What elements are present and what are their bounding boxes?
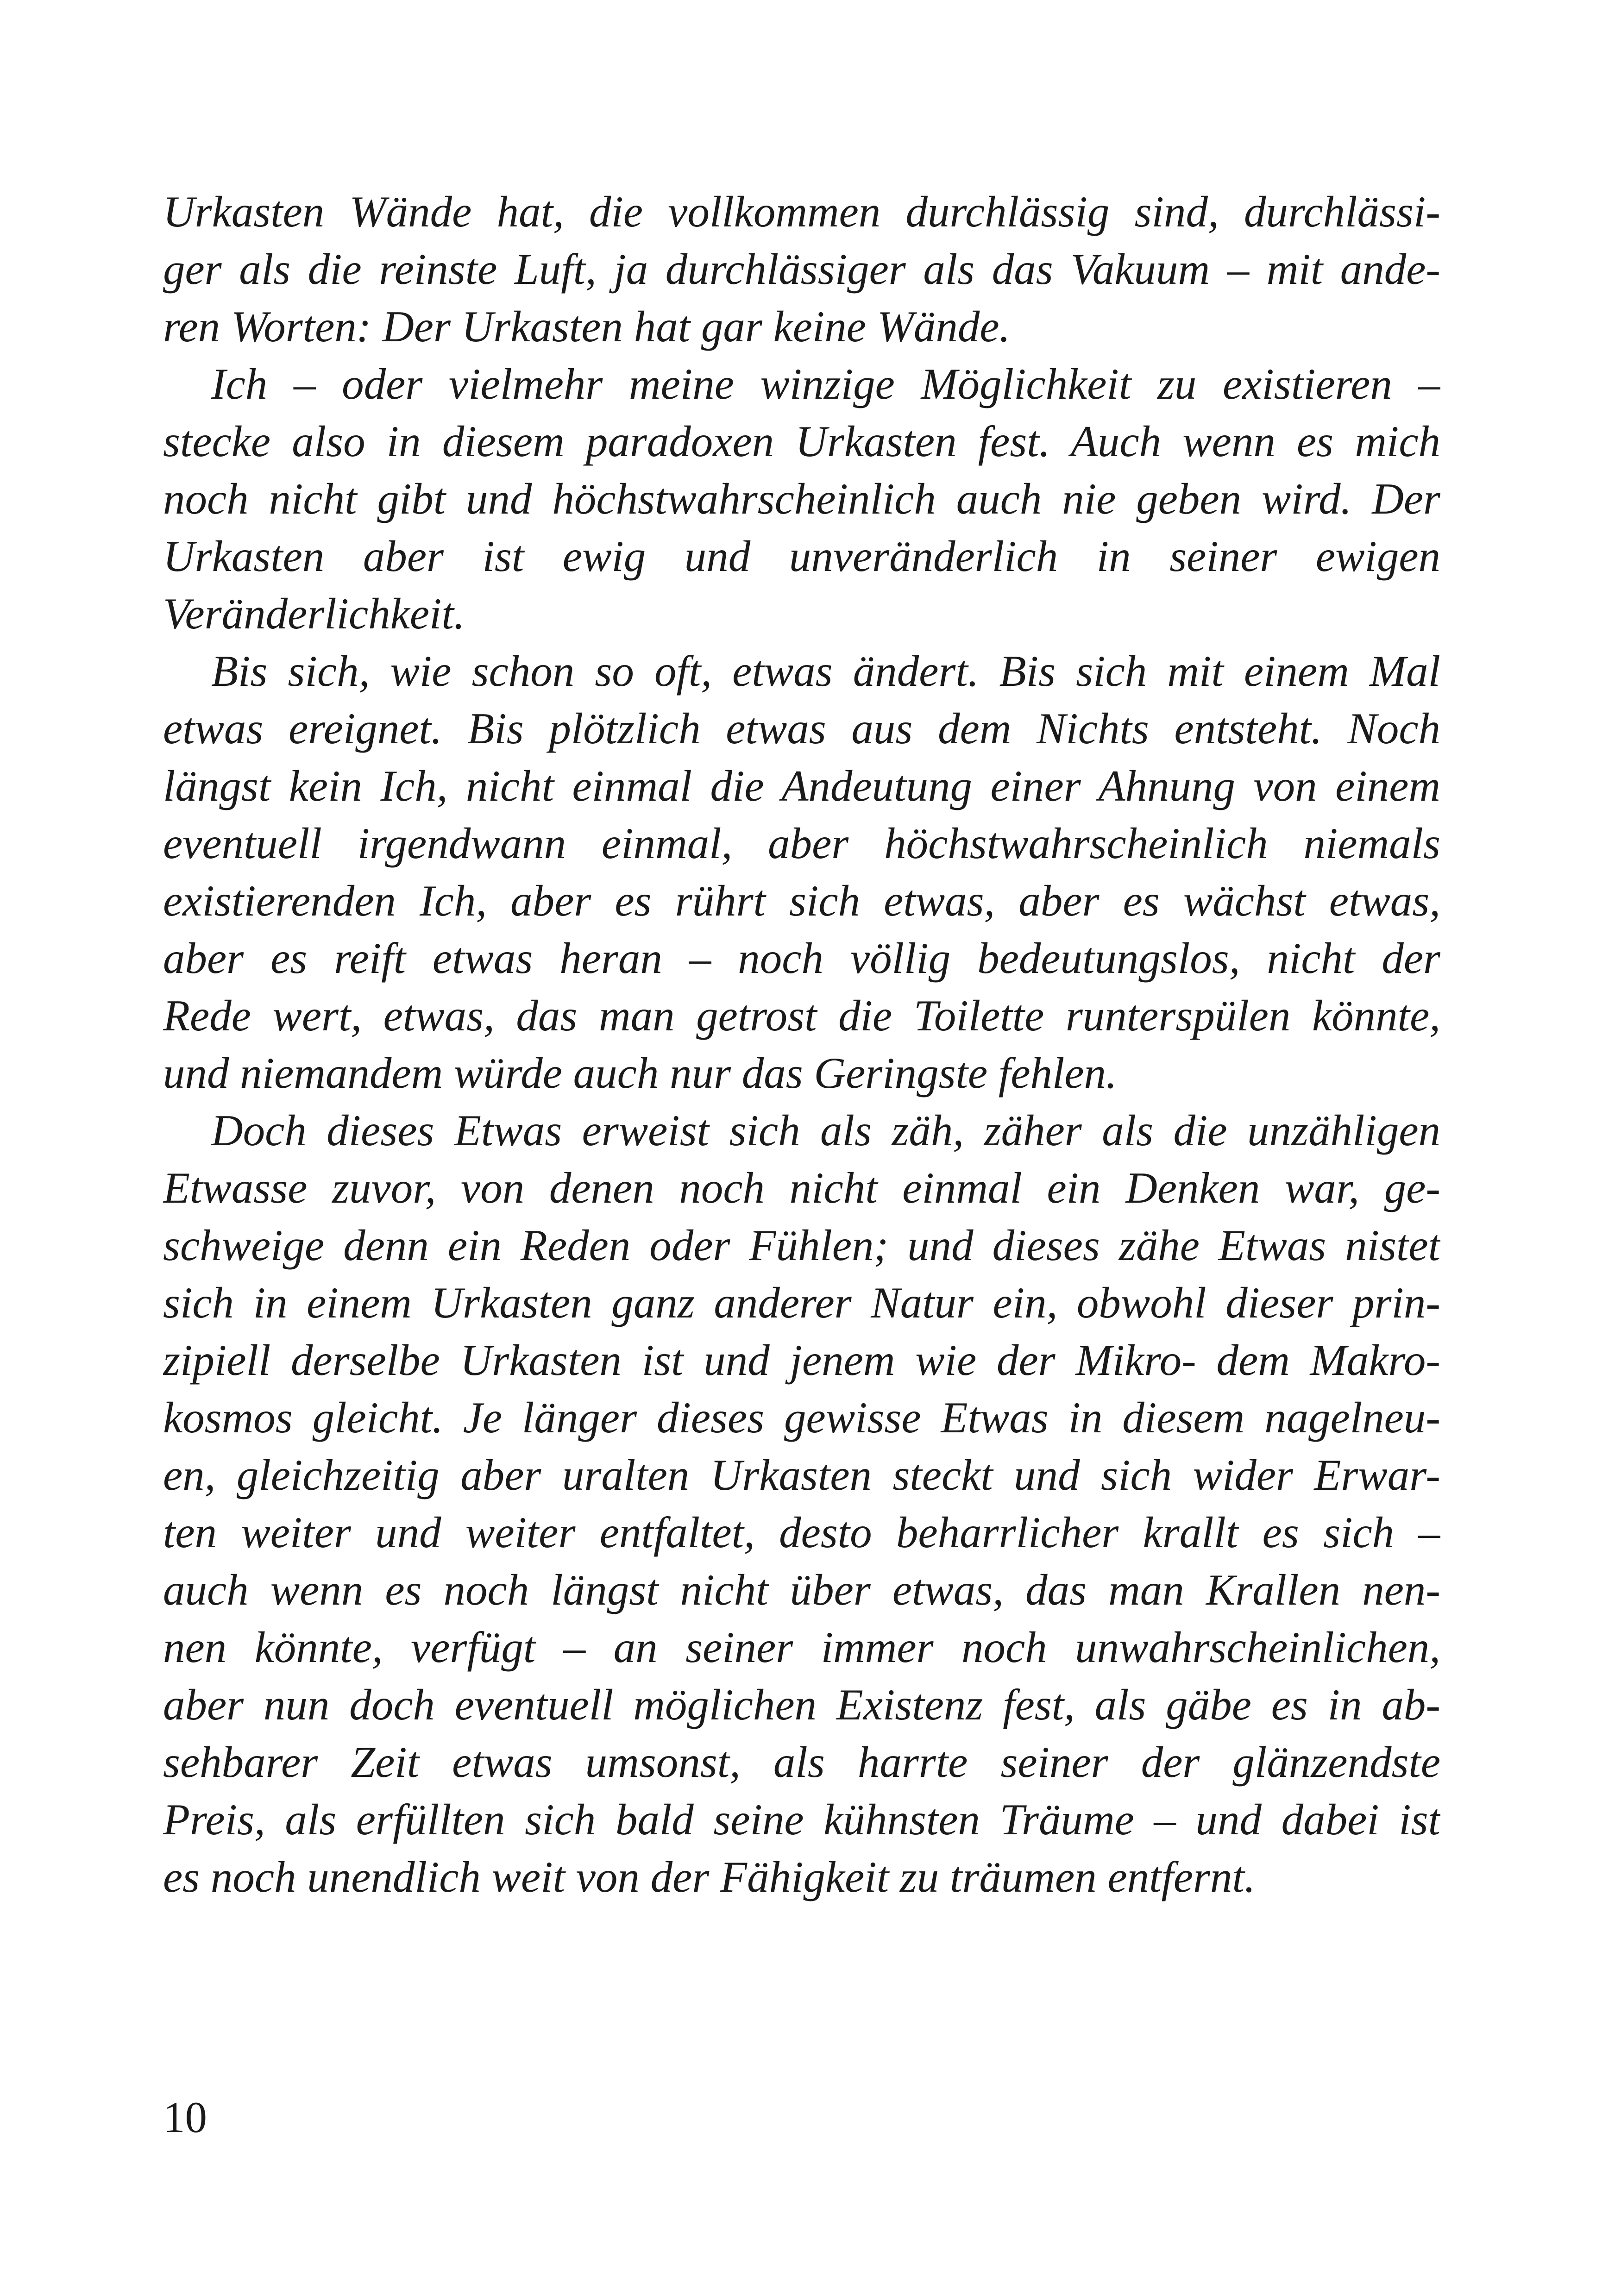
text-line: Veränderlichkeit. (163, 589, 465, 638)
text-line: nen könnte, verfügt – an seiner immer noch unwahrscheinlichen, (163, 1623, 1440, 1672)
text-line: eventuell irgendwann einmal, aber höchstwahrscheinlich niemals (163, 819, 1440, 868)
text-line: en, gleichzeitig aber uralten Urkasten steckt und sich wider Erwar- (163, 1450, 1440, 1499)
page-number: 10 (163, 2093, 207, 2142)
paragraph-first-line: Bis sich, wie schon so oft, etwas ändert. Bis sich mit einem Mal (211, 646, 1440, 696)
text-line: Preis, als erfüllten sich bald seine kühnsten Träume – und dabei ist (163, 1795, 1440, 1844)
text-line: aber es reift etwas heran – noch völlig bedeutungslos, nicht der (163, 934, 1440, 983)
paragraph-first-line: Doch dieses Etwas erweist sich als zäh, zäher als die unzähligen (211, 1106, 1440, 1155)
body-text (163, 183, 1440, 1906)
paragraph-first-line: Ich – oder vielmehr meine winzige Möglichkeit zu existieren – (211, 359, 1440, 408)
text-line: Rede wert, etwas, das man getrost die Toilette runterspülen könnte, (163, 991, 1440, 1040)
text-line: ger als die reinste Luft, ja durchlässiger als das Vakuum – mit ande- (163, 245, 1440, 294)
text-line: sich in einem Urkasten ganz anderer Natur ein, obwohl dieser prin- (163, 1278, 1440, 1327)
text-line: längst kein Ich, nicht einmal die Andeutung einer Ahnung von einem (163, 761, 1440, 810)
text-line: Urkasten Wände hat, die vollkommen durchlässig sind, durchlässi- (163, 187, 1440, 236)
text-line: existierenden Ich, aber es rührt sich etwas, aber es wächst etwas, (163, 876, 1440, 925)
text-line: noch nicht gibt und höchstwahrscheinlich auch nie geben wird. Der (163, 474, 1440, 523)
text-line: Etwasse zuvor, von denen noch nicht einmal ein Denken war, ge- (163, 1163, 1440, 1212)
text-line: stecke also in diesem paradoxen Urkasten fest. Auch wenn es mich (163, 417, 1440, 466)
text-line: ten weiter und weiter entfaltet, desto beharrlicher krallt es sich – (163, 1508, 1440, 1557)
text-line: es noch unendlich weit von der Fähigkeit zu träumen entfernt. (163, 1852, 1256, 1901)
text-line: sehbarer Zeit etwas umsonst, als harrte seiner der glänzendste (163, 1738, 1440, 1787)
text-line: zipiell derselbe Urkasten ist und jenem wie der Mikro- dem Makro- (163, 1336, 1440, 1385)
text-line: auch wenn es noch längst nicht über etwas, das man Krallen nen- (163, 1565, 1440, 1614)
text-line: kosmos gleicht. Je länger dieses gewisse Etwas in diesem nagelneu- (163, 1393, 1440, 1442)
text-line: schweige denn ein Reden oder Fühlen; und dieses zähe Etwas nistet (163, 1221, 1440, 1270)
text-line: und niemandem würde auch nur das Geringste fehlen. (163, 1048, 1117, 1098)
text-line: ren Worten: Der Urkasten hat gar keine Wände. (163, 302, 1011, 351)
text-line: Urkasten aber ist ewig und unveränderlich in seiner ewigen (163, 532, 1440, 581)
text-line: aber nun doch eventuell möglichen Existenz fest, als gäbe es in ab- (163, 1680, 1440, 1729)
text-line: etwas ereignet. Bis plötzlich etwas aus dem Nichts entsteht. Noch (163, 704, 1440, 753)
